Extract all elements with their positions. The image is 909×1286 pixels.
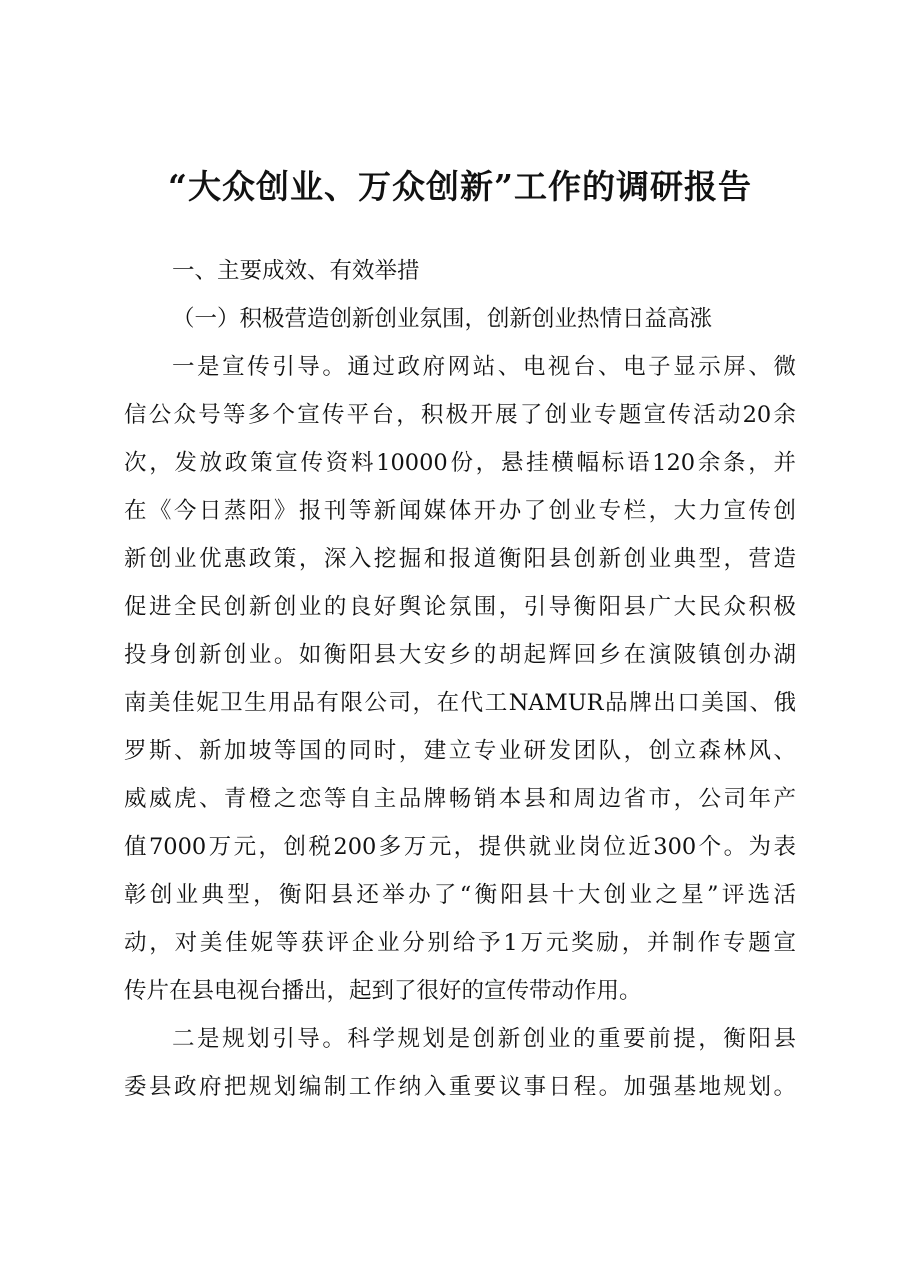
paragraph-1-line-11: 值7000万元，创税200多万元，提供就业岗位近300个。为表 bbox=[124, 834, 796, 860]
paragraph-1-line-5: 新创业优惠政策，深入挖掘和报道衡阳县创新创业典型，营造 bbox=[124, 546, 796, 572]
section-heading-1: 一、主要成效、有效举措 bbox=[172, 258, 420, 284]
paragraph-1-line-12: 彰创业典型，衡阳县还举办了“衡阳县十大创业之星”评选活 bbox=[124, 882, 796, 908]
paragraph-2-line-2: 委县政府把规划编制工作纳入重要议事日程。加强基地规划。 bbox=[124, 1074, 796, 1100]
paragraph-1-line-9: 罗斯、新加坡等国的同时，建立专业研发团队，创立森林风、 bbox=[124, 738, 796, 764]
paragraph-1-line-1: 一是宣传引导。通过政府网站、电视台、电子显示屏、微 bbox=[172, 354, 796, 380]
paragraph-1-line-6: 促进全民创新创业的良好舆论氛围，引导衡阳县广大民众积极 bbox=[124, 594, 796, 620]
paragraph-1-line-7: 投身创新创业。如衡阳县大安乡的胡起辉回乡在演陂镇创办湖 bbox=[124, 642, 796, 668]
subsection-heading-1: （一）积极营造创新创业氛围，创新创业热情日益高涨 bbox=[172, 306, 713, 332]
paragraph-1-line-3: 次，发放政策宣传资料10000份，悬挂横幅标语120余条，并 bbox=[124, 450, 796, 476]
paragraph-1-line-14: 传片在县电视台播出，起到了很好的宣传带动作用。 bbox=[124, 978, 642, 1004]
paragraph-1-line-8: 南美佳妮卫生用品有限公司，在代工NAMUR品牌出口美国、俄 bbox=[124, 690, 796, 716]
paragraph-1-line-10: 威威虎、青橙之恋等自主品牌畅销本县和周边省市，公司年产 bbox=[124, 786, 796, 812]
paragraph-1-line-2: 信公众号等多个宣传平台，积极开展了创业专题宣传活动20余 bbox=[124, 402, 796, 428]
paragraph-2-line-1: 二是规划引导。科学规划是创新创业的重要前提，衡阳县 bbox=[172, 1026, 796, 1052]
document-title: “大众创业、万众创新”工作的调研报告 bbox=[168, 167, 752, 206]
paragraph-1-line-4: 在《今日蒸阳》报刊等新闻媒体开办了创业专栏，大力宣传创 bbox=[124, 498, 796, 524]
paragraph-1-line-13: 动，对美佳妮等获评企业分别给予1万元奖励，并制作专题宣 bbox=[124, 930, 796, 956]
